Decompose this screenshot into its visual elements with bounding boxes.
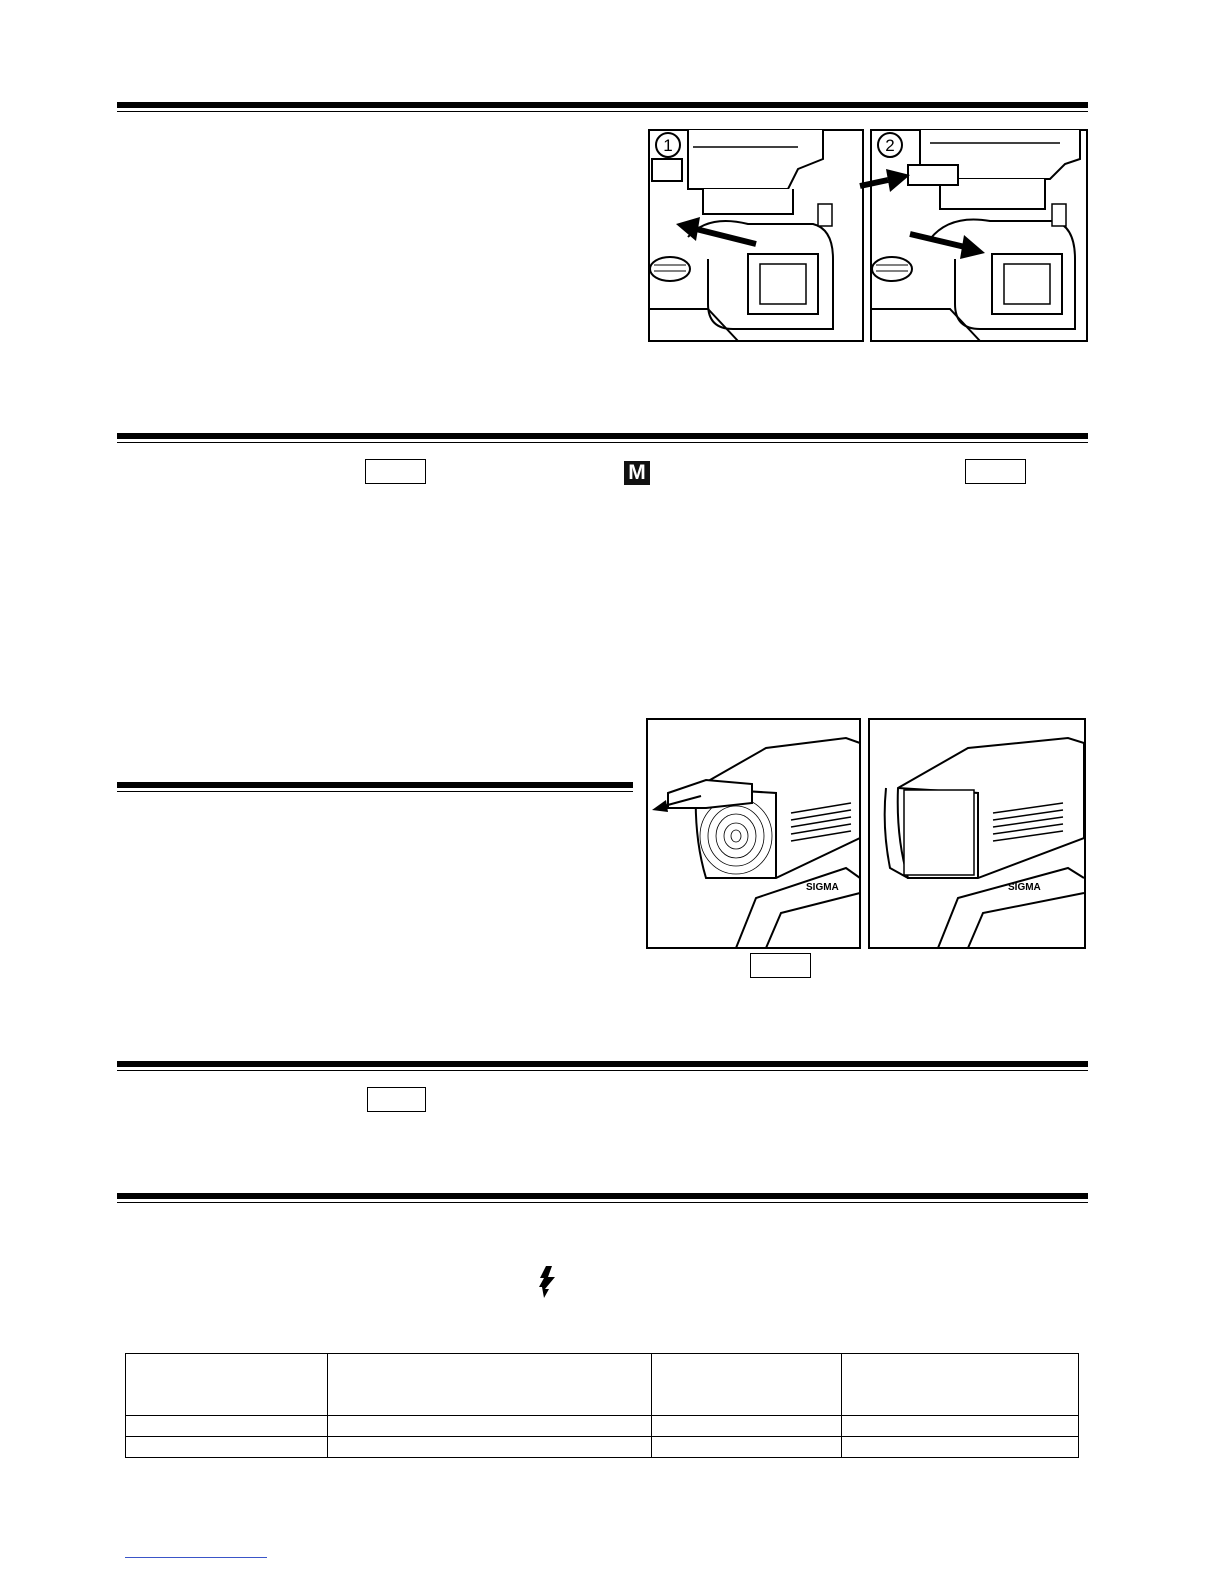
reference-box-3 [750, 953, 811, 978]
brand-mark-1: SIGMA [806, 882, 839, 893]
table-cell [842, 1437, 1079, 1458]
attach-step-2-panel [871, 130, 1087, 341]
table-cell [652, 1416, 842, 1437]
table-row [126, 1437, 1079, 1458]
wide-panel-pull-out-panel [647, 719, 860, 948]
wide-panel-installed-panel [869, 719, 1085, 948]
reference-box-2 [965, 459, 1026, 484]
section-rule-2 [117, 433, 1088, 443]
hotshoe-attach-figure [648, 129, 1088, 343]
flash-lightning-icon [537, 1265, 559, 1299]
table-header-row [126, 1354, 1079, 1416]
footer-link-underline[interactable] [125, 1557, 267, 1558]
step-2-number: 2 [885, 136, 895, 155]
reference-box-1 [365, 459, 426, 484]
reference-box-4 [367, 1087, 426, 1112]
table-cell [652, 1437, 842, 1458]
brand-mark-2: SIGMA [1008, 882, 1041, 893]
table-cell [126, 1354, 328, 1416]
wide-panel-figure [646, 718, 1086, 950]
section-rule-1 [117, 102, 1088, 112]
table-row [126, 1416, 1079, 1437]
table-cell [842, 1416, 1079, 1437]
table-cell [327, 1416, 652, 1437]
section-rule-4 [117, 1061, 1088, 1071]
table-cell [126, 1416, 328, 1437]
table-cell [327, 1354, 652, 1416]
step-1-number: 1 [663, 136, 673, 155]
table-cell [842, 1354, 1079, 1416]
spec-table [125, 1353, 1079, 1458]
table-cell [126, 1437, 328, 1458]
attach-step-1-panel [649, 130, 863, 341]
section-rule-5 [117, 1193, 1088, 1203]
table-cell [652, 1354, 842, 1416]
table-cell [327, 1437, 652, 1458]
manual-mode-icon: M [624, 461, 650, 485]
section-rule-3 [117, 782, 633, 792]
